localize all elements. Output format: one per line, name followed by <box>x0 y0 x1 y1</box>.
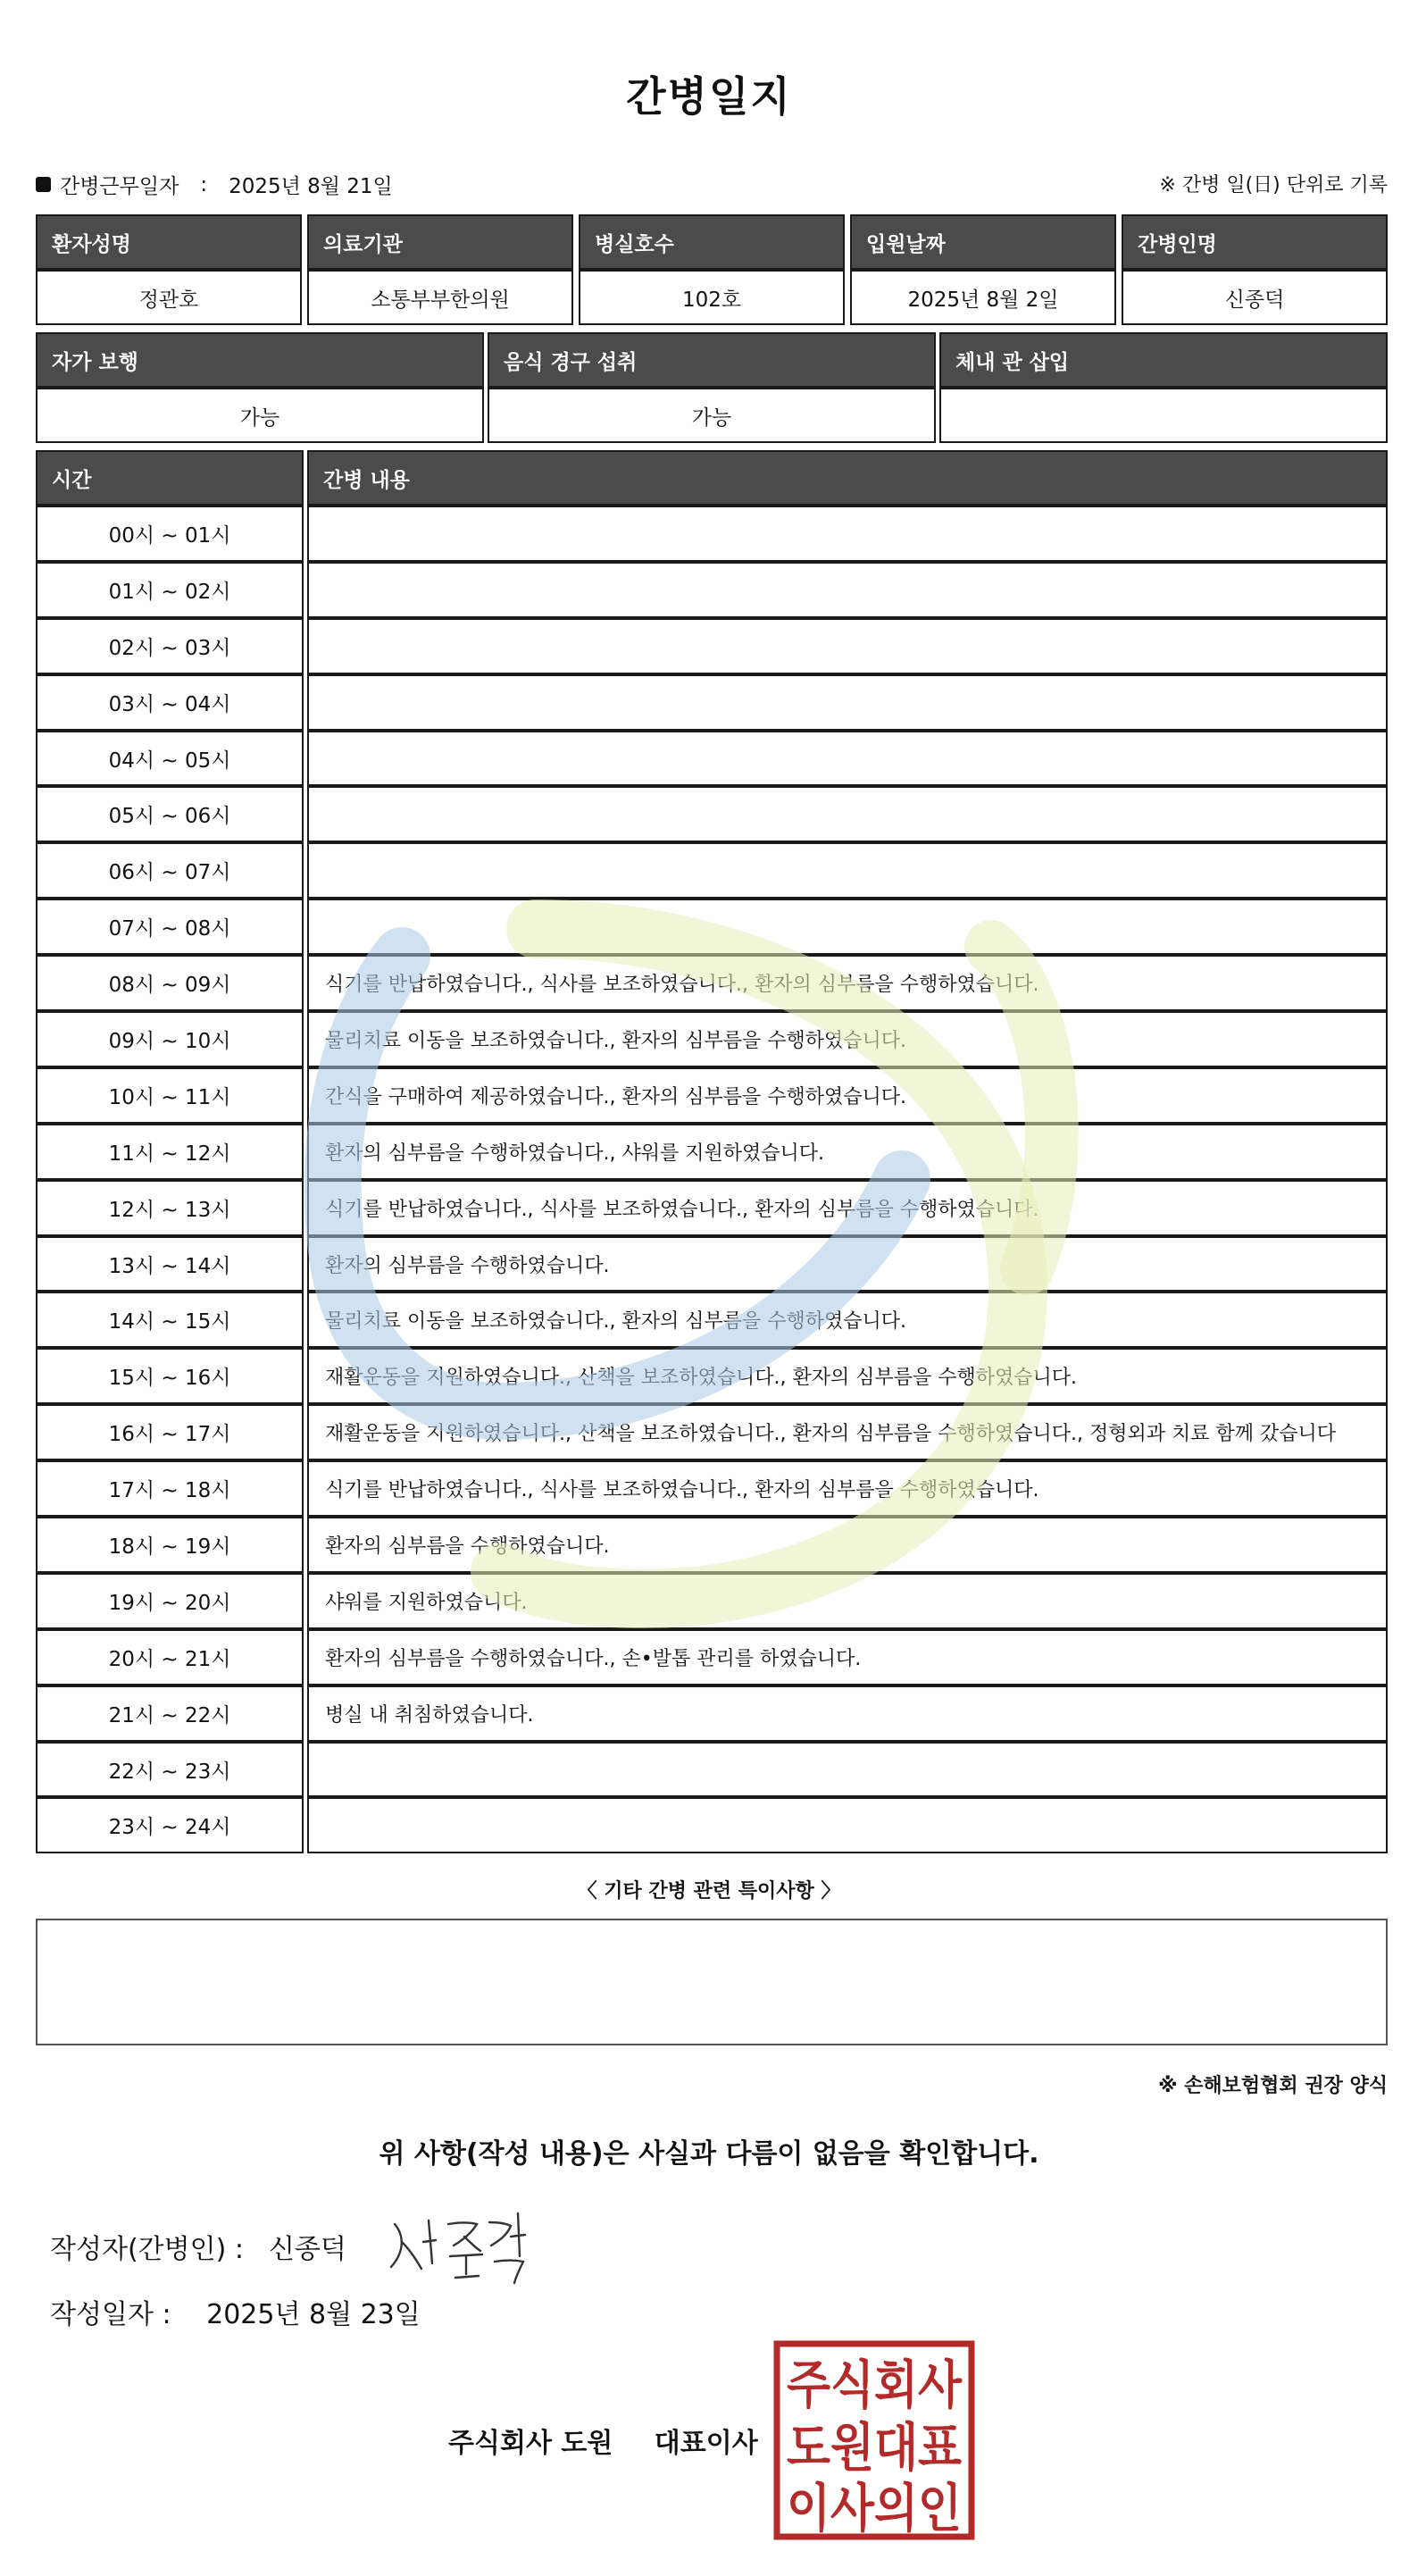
special-notes-box <box>36 1919 1388 2045</box>
header-care-content: 간병 내용 <box>307 450 1388 506</box>
log-content-cell: 식기를 반납하였습니다., 식사를 보조하였습니다., 환자의 심부름을 수행하였습니다. <box>307 955 1388 1011</box>
log-content-cell: 환자의 심부름을 수행하였습니다., 샤워를 지원하였습니다. <box>307 1124 1388 1180</box>
log-row <box>36 1742 1388 1798</box>
log-rows <box>36 506 1388 1853</box>
header-institution: 의료기관 <box>307 214 573 270</box>
log-time-cell: 06시 ~ 07시 <box>36 842 304 899</box>
header-caregiver-name: 간병인명 <box>1122 214 1388 270</box>
log-content-cell <box>307 674 1388 731</box>
log-time-cell: 07시 ~ 08시 <box>36 899 304 955</box>
log-content-cell <box>307 1797 1388 1853</box>
special-notes-title: 〈 기타 간병 관련 특이사항 〉 <box>577 1880 841 1903</box>
log-content-cell: 간식을 구매하여 제공하였습니다., 환자의 심부름을 수행하였습니다. <box>307 1067 1388 1124</box>
log-time-cell: 19시 ~ 20시 <box>36 1573 304 1629</box>
hourly-care-log <box>36 450 1388 1853</box>
log-time-cell: 15시 ~ 16시 <box>36 1348 304 1404</box>
log-row <box>36 1685 1388 1742</box>
header-time: 시간 <box>36 450 304 506</box>
log-content-cell <box>307 842 1388 899</box>
log-row <box>36 955 1388 1011</box>
log-content-cell <box>307 899 1388 955</box>
value-caregiver-name: 신종덕 <box>1122 270 1388 325</box>
log-content-cell <box>307 618 1388 674</box>
confirmation-statement: 위 사항(작성 내용)은 사실과 다름이 없음을 확인합니다. <box>379 2138 1039 2170</box>
log-row <box>36 562 1388 618</box>
log-time-cell: 04시 ~ 05시 <box>36 731 304 787</box>
value-tube-insertion <box>939 388 1388 443</box>
log-content-cell <box>307 506 1388 562</box>
write-date-value: 2025년 8월 23일 <box>206 2299 421 2330</box>
log-time-cell: 20시 ~ 21시 <box>36 1629 304 1685</box>
log-time-cell: 22시 ~ 23시 <box>36 1742 304 1798</box>
log-row <box>36 1067 1388 1124</box>
author-label: 작성자(간병인) : <box>50 2234 244 2265</box>
log-content-cell: 물리치료 이동을 보조하였습니다., 환자의 심부름을 수행하였습니다. <box>307 1011 1388 1067</box>
author-name: 신종덕 <box>268 2234 346 2265</box>
log-content-cell: 샤워를 지원하였습니다. <box>307 1573 1388 1629</box>
log-content-cell: 식기를 반납하였습니다., 식사를 보조하였습니다., 환자의 심부름을 수행하였습니다. <box>307 1180 1388 1236</box>
log-content-cell: 재활운동을 지원하였습니다., 산책을 보조하였습니다., 환자의 심부름을 수행하였습니다., 정형외과 치료 함께 갔습니다 <box>307 1404 1388 1460</box>
log-row <box>36 842 1388 899</box>
log-content-cell <box>307 731 1388 787</box>
log-content-cell: 물리치료 이동을 보조하였습니다., 환자의 심부름을 수행하였습니다. <box>307 1292 1388 1348</box>
header-tube-insertion: 체내 관 삽입 <box>939 332 1388 388</box>
value-institution: 소통부부한의원 <box>307 270 573 325</box>
company-name: 주식회사 도원 <box>448 2428 613 2459</box>
header-oral-intake: 음식 경구 섭취 <box>488 332 936 388</box>
work-date-value: 2025년 8월 21일 <box>229 175 393 198</box>
log-time-cell: 08시 ~ 09시 <box>36 955 304 1011</box>
patient-status-table <box>36 332 1388 443</box>
log-time-cell: 10시 ~ 11시 <box>36 1067 304 1124</box>
write-date-label: 작성일자 : <box>50 2299 171 2330</box>
log-time-cell: 23시 ~ 24시 <box>36 1797 304 1853</box>
company-representative: 대표이사 <box>654 2428 758 2459</box>
log-content-cell: 병실 내 취침하였습니다. <box>307 1685 1388 1742</box>
log-content-cell <box>307 562 1388 618</box>
log-row <box>36 1292 1388 1348</box>
log-row <box>36 618 1388 674</box>
log-time-cell: 02시 ~ 03시 <box>36 618 304 674</box>
log-time-cell: 21시 ~ 22시 <box>36 1685 304 1742</box>
seal-line-1: 주식회사 <box>787 2354 963 2415</box>
header-patient-name: 환자성명 <box>36 214 302 270</box>
log-time-cell: 00시 ~ 01시 <box>36 506 304 562</box>
header-room-number: 병실호수 <box>579 214 845 270</box>
unit-note: ※ 간병 일(日) 단위로 기록 <box>1159 174 1388 197</box>
value-room-number: 102호 <box>579 270 845 325</box>
log-row <box>36 506 1388 562</box>
log-time-cell: 05시 ~ 06시 <box>36 786 304 842</box>
log-row <box>36 899 1388 955</box>
log-content-cell: 환자의 심부름을 수행하였습니다. <box>307 1517 1388 1573</box>
square-bullet-icon <box>36 177 51 192</box>
log-row <box>36 1797 1388 1853</box>
log-row <box>36 674 1388 731</box>
log-time-cell: 01시 ~ 02시 <box>36 562 304 618</box>
log-content-cell: 재활운동을 지원하였습니다., 산책을 보조하였습니다., 환자의 심부름을 수행하였습니다. <box>307 1348 1388 1404</box>
value-oral-intake: 가능 <box>488 388 936 443</box>
log-time-cell: 03시 ~ 04시 <box>36 674 304 731</box>
log-header-row <box>36 450 1388 506</box>
log-row <box>36 1236 1388 1292</box>
log-row <box>36 1180 1388 1236</box>
log-row <box>36 1404 1388 1460</box>
log-content-cell: 식기를 반납하였습니다., 식사를 보조하였습니다., 환자의 심부름을 수행하였습니다. <box>307 1460 1388 1517</box>
log-row <box>36 1629 1388 1685</box>
recommendation-note: ※ 손해보험협회 권장 양식 <box>1158 2075 1388 2097</box>
log-row <box>36 786 1388 842</box>
log-row <box>36 1573 1388 1629</box>
log-content-cell <box>307 1742 1388 1798</box>
log-row <box>36 1124 1388 1180</box>
log-time-cell: 11시 ~ 12시 <box>36 1124 304 1180</box>
log-content-cell <box>307 786 1388 842</box>
document-title: 간병일지 <box>626 72 792 121</box>
log-row <box>36 1460 1388 1517</box>
value-patient-name: 정관호 <box>36 270 302 325</box>
log-time-cell: 14시 ~ 15시 <box>36 1292 304 1348</box>
work-date-separator: : <box>200 172 208 197</box>
write-date-line <box>50 2292 421 2331</box>
patient-info-table <box>36 214 1388 325</box>
log-content-cell: 환자의 심부름을 수행하였습니다. <box>307 1236 1388 1292</box>
log-time-cell: 16시 ~ 17시 <box>36 1404 304 1460</box>
log-time-cell: 17시 ~ 18시 <box>36 1460 304 1517</box>
log-row <box>36 1011 1388 1067</box>
log-row <box>36 1517 1388 1573</box>
seal-line-3: 이사의인 <box>787 2478 962 2538</box>
log-row <box>36 1348 1388 1404</box>
author-line <box>50 2227 346 2266</box>
seal-line-2: 도원대표 <box>787 2417 962 2478</box>
log-time-cell: 13시 ~ 14시 <box>36 1236 304 1292</box>
log-time-cell: 12시 ~ 13시 <box>36 1180 304 1236</box>
log-time-cell: 09시 ~ 10시 <box>36 1011 304 1067</box>
header-self-walking: 자가 보행 <box>36 332 484 388</box>
work-date-label: 간병근무일자 <box>60 175 179 198</box>
log-row <box>36 731 1388 787</box>
value-admission-date: 2025년 8월 2일 <box>850 270 1116 325</box>
log-content-cell: 환자의 심부름을 수행하였습니다., 손•발톱 관리를 하였습니다. <box>307 1629 1388 1685</box>
handwritten-signature <box>384 2204 536 2285</box>
work-date <box>36 170 393 199</box>
company-seal-stamp <box>773 2340 975 2540</box>
header-admission-date: 입원날짜 <box>850 214 1116 270</box>
company-line <box>448 2421 758 2460</box>
value-self-walking: 가능 <box>36 388 484 443</box>
log-time-cell: 18시 ~ 19시 <box>36 1517 304 1573</box>
